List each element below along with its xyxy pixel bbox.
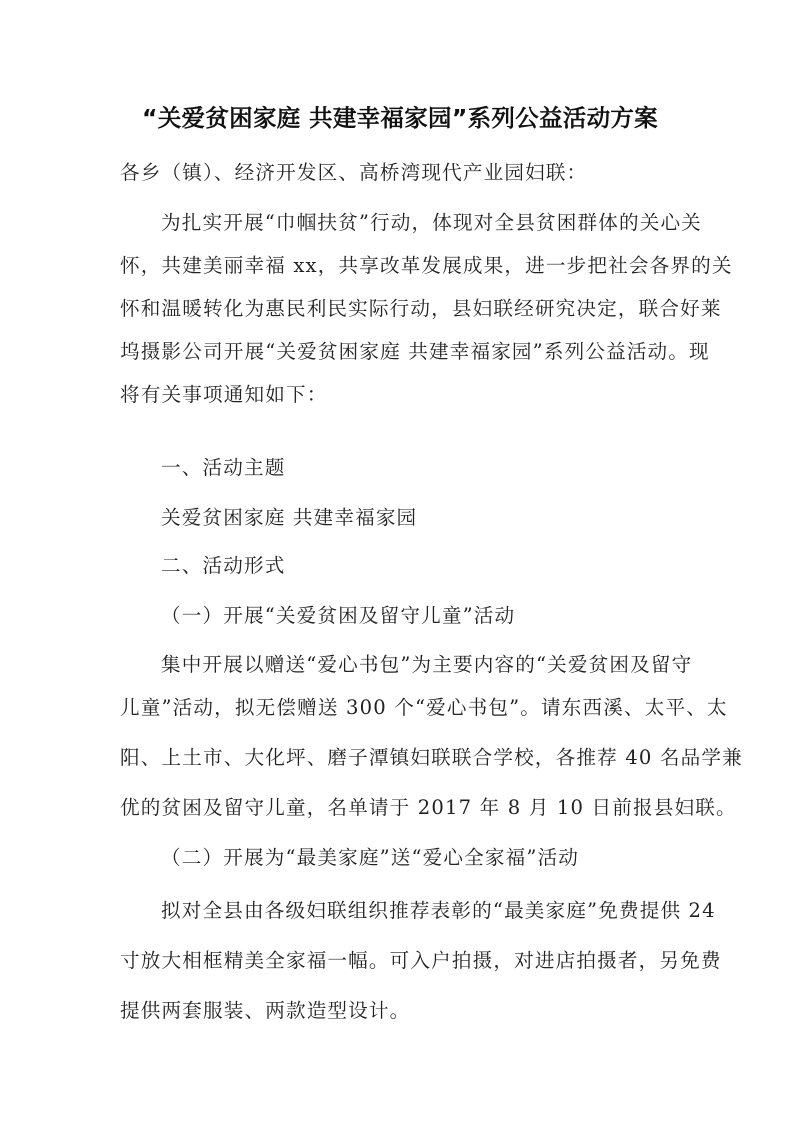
intro-line: 为扎实开展“巾帼扶贫”行动，体现对全县贫困群体的关心关 xyxy=(161,211,702,234)
document-title: “关爱贫困家庭 共建幸福家园”系列公益活动方案 xyxy=(142,104,658,132)
intro-line: 怀，共建美丽幸福 xx，共享改革发展成果，进一步把社会各界的关 xyxy=(120,254,733,277)
subsection2-line: 拟对全县由各级妇联组织推荐表彰的“最美家庭”免费提供 24 xyxy=(161,899,716,922)
subsection2-line: 提供两套服装、两款造型设计。 xyxy=(120,999,411,1022)
subsection1-line: 儿童”活动，拟无偿赠送 300 个“爱心书包”。请东西溪、太平、太 xyxy=(120,696,728,719)
section1-heading: 一、活动主题 xyxy=(161,456,286,479)
subsection1-line: 优的贫困及留守儿童，名单请于 2017 年 8 月 10 日前报县妇联。 xyxy=(120,796,737,819)
intro-line: 怀和温暖转化为惠民利民实际行动，县妇联经研究决定，联合好莱 xyxy=(120,297,722,320)
section2-heading: 二、活动形式 xyxy=(161,554,286,577)
subsection1-line: 阳、上土市、大化坪、磨子潭镇妇联联合学校，各推荐 40 名品学兼 xyxy=(120,746,743,769)
subsection1-heading: （一）开展“关爱贫困及留守儿童”活动 xyxy=(161,604,516,627)
subsection2-heading: （二）开展为“最美家庭”送“爱心全家福”活动 xyxy=(161,846,580,869)
intro-line: 坞摄影公司开展“关爱贫困家庭 共建幸福家园”系列公益活动。现 xyxy=(120,340,710,363)
section1-content: 关爱贫困家庭 共建幸福家园 xyxy=(161,506,418,529)
addressee-line: 各乡（镇）、经济开发区、高桥湾现代产业园妇联： xyxy=(120,161,588,184)
subsection1-line: 集中开展以赠送“爱心书包”为主要内容的“关爱贫困及留守 xyxy=(161,653,693,676)
intro-line: 将有关事项通知如下： xyxy=(120,383,328,406)
subsection2-line: 寸放大相框精美全家福一幅。可入户拍摄，对进店拍摄者，另免费 xyxy=(120,949,722,972)
